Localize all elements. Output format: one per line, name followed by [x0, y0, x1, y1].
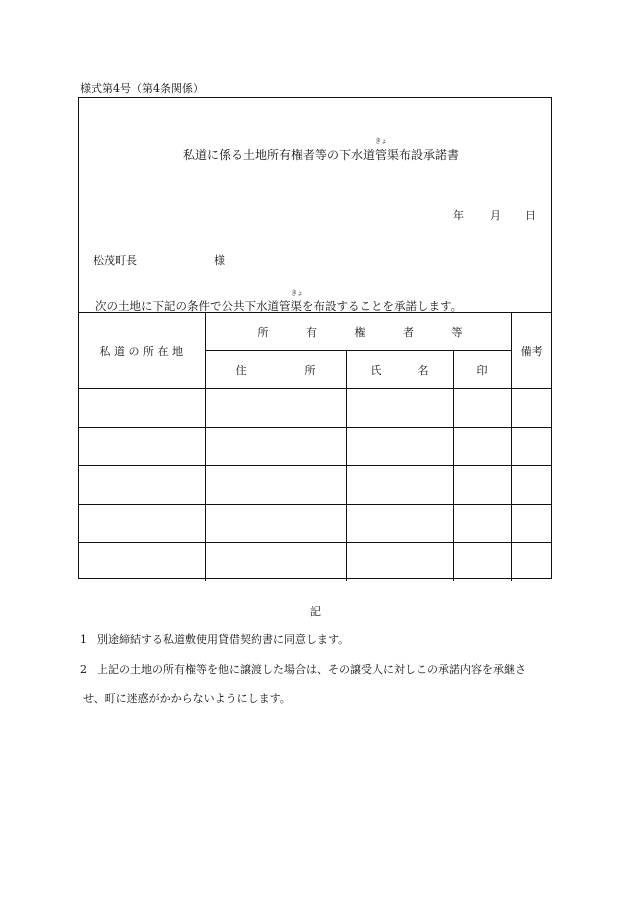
- location-cell[interactable]: [78, 504, 205, 543]
- owner-header-char: 有: [306, 325, 317, 339]
- owner-header-char: 権: [354, 325, 366, 339]
- date-day: 日: [525, 209, 536, 222]
- location-header: 私 道 の 所 在 地: [78, 313, 205, 389]
- seal-cell[interactable]: [453, 389, 511, 428]
- owner-header-char: 所: [257, 325, 269, 339]
- remarks-cell[interactable]: [511, 389, 552, 428]
- owners-table: [78, 312, 552, 581]
- remarks-header: 備考: [511, 313, 552, 389]
- name-cell[interactable]: [346, 466, 453, 505]
- table-row: [78, 543, 552, 582]
- note-2-continuation: せ、町に迷惑がかからないようにします。: [83, 692, 291, 705]
- seal-cell[interactable]: [453, 543, 511, 582]
- note-number: 1: [80, 633, 87, 646]
- address-cell[interactable]: [205, 427, 346, 466]
- address-header: 住 所: [205, 351, 346, 389]
- honorific: 様: [214, 254, 225, 267]
- remarks-cell[interactable]: [511, 504, 552, 543]
- seal-header: 印: [453, 351, 511, 389]
- note-1: [80, 631, 349, 647]
- owner-header-char: 者: [403, 325, 414, 339]
- document-title: 私道に係る土地所有権者等の下水道管渠布設承諾書: [183, 148, 460, 162]
- name-cell[interactable]: [346, 543, 453, 582]
- table-row: [78, 427, 552, 466]
- name-cell[interactable]: [346, 504, 453, 543]
- name-cell[interactable]: [346, 427, 453, 466]
- ruby-kyo-title: きょ: [375, 138, 388, 145]
- seal-cell[interactable]: [453, 427, 511, 466]
- table-row: [78, 466, 552, 505]
- date-month: 月: [490, 209, 501, 222]
- address-cell[interactable]: [205, 543, 346, 582]
- name-cell[interactable]: [346, 389, 453, 428]
- ruby-kyo-consent: きょ: [291, 290, 304, 297]
- remarks-cell[interactable]: [511, 466, 552, 505]
- location-cell[interactable]: [78, 466, 205, 505]
- address-cell[interactable]: [205, 466, 346, 505]
- location-cell[interactable]: [78, 543, 205, 582]
- ki-heading: 記: [310, 605, 321, 618]
- owner-header-char: 等: [451, 325, 463, 339]
- owner-header: [205, 313, 511, 351]
- name-header: 氏 名: [346, 351, 453, 389]
- location-cell[interactable]: [78, 389, 205, 428]
- remarks-cell[interactable]: [511, 427, 552, 466]
- note-text: 別途締結する私道敷使用貸借契約書に同意します。: [97, 633, 350, 646]
- note-number: 2: [80, 663, 87, 676]
- form-number: 様式第4号（第4条関係）: [80, 82, 204, 95]
- address-cell[interactable]: [205, 389, 346, 428]
- note-2: [80, 661, 526, 677]
- seal-cell[interactable]: [453, 466, 511, 505]
- location-cell[interactable]: [78, 427, 205, 466]
- table-row: [78, 504, 552, 543]
- table-row: [78, 389, 552, 428]
- addressee: 松茂町長: [93, 254, 137, 267]
- seal-cell[interactable]: [453, 504, 511, 543]
- note-text: 上記の土地の所有権等を他に譲渡した場合は、その譲受人に対しこの承諾内容を承継さ: [97, 663, 526, 676]
- date-year: 年: [453, 209, 464, 222]
- remarks-cell[interactable]: [511, 543, 552, 582]
- consent-text: 次の土地に下記の条件で公共下水道管渠を布設することを承諾します。: [95, 299, 463, 313]
- address-cell[interactable]: [205, 504, 346, 543]
